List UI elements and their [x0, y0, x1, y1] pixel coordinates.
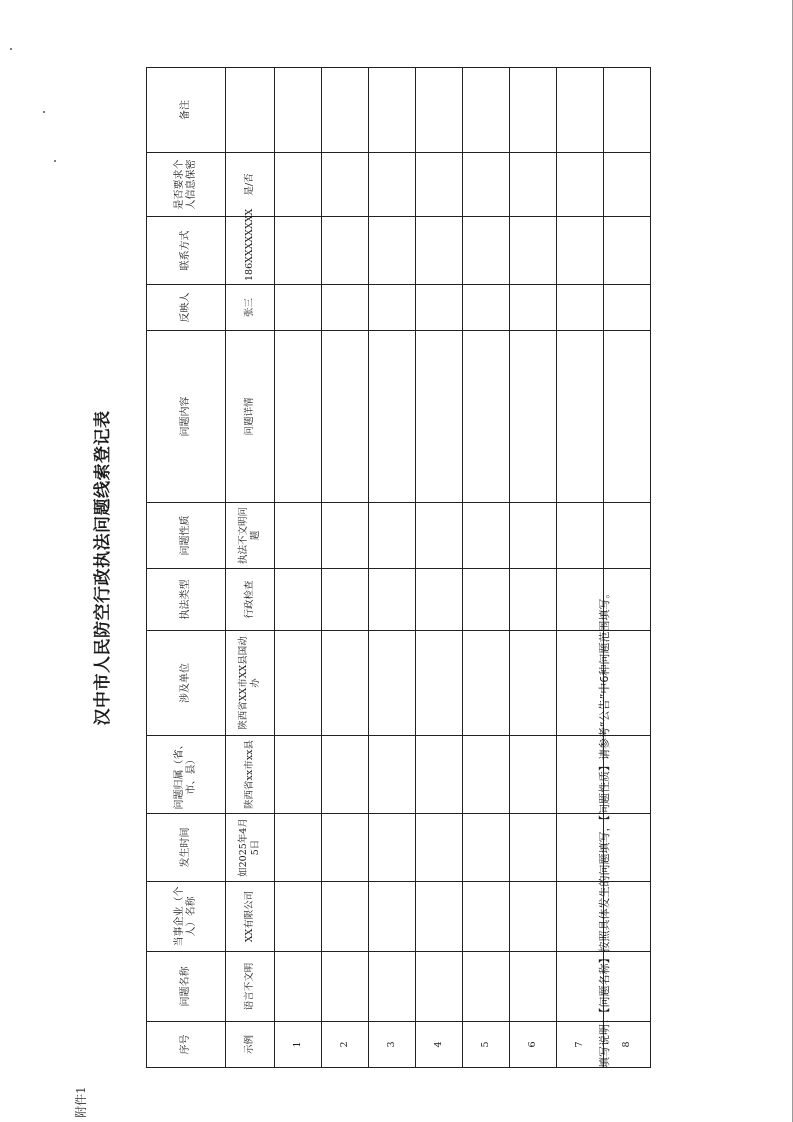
example-cell: 186XXXXXXXX — [226, 217, 275, 285]
row-number: 3 — [369, 1022, 416, 1068]
empty-cell[interactable] — [463, 882, 510, 952]
example-cell: 陕西省XX市XX县国动办 — [226, 631, 275, 736]
empty-cell[interactable] — [510, 217, 557, 285]
empty-cell[interactable] — [510, 814, 557, 882]
empty-cell[interactable] — [604, 153, 651, 217]
empty-cell[interactable] — [369, 217, 416, 285]
row-number: 6 — [510, 1022, 557, 1068]
empty-cell[interactable] — [416, 153, 463, 217]
empty-cell[interactable] — [275, 285, 322, 331]
empty-cell[interactable] — [604, 68, 651, 153]
empty-cell[interactable] — [604, 331, 651, 503]
empty-cell[interactable] — [557, 68, 604, 153]
example-cell: 执法不文明问题 — [226, 503, 275, 569]
page-title: 汉中市人民防空行政执法问题线索登记表 — [93, 410, 113, 726]
row-number: 5 — [463, 1022, 510, 1068]
empty-cell[interactable] — [416, 569, 463, 631]
empty-cell[interactable] — [416, 217, 463, 285]
fill-instructions: 填写说明：【问题名称】按照具体发生的问题填写，【问题性质】请参考“公告”中6种问题范围填写。 — [598, 587, 611, 1068]
empty-cell[interactable] — [416, 814, 463, 882]
header-occurrence-time: 发生时间 — [147, 814, 226, 882]
empty-cell[interactable] — [322, 631, 369, 736]
row-number: 1 — [275, 1022, 322, 1068]
empty-cell[interactable] — [322, 736, 369, 814]
empty-cell[interactable] — [510, 736, 557, 814]
empty-cell[interactable] — [416, 736, 463, 814]
empty-cell[interactable] — [369, 153, 416, 217]
empty-cell[interactable] — [275, 331, 322, 503]
empty-cell[interactable] — [322, 882, 369, 952]
header-reporter: 反映人 — [147, 285, 226, 331]
example-cell: 张三 — [226, 285, 275, 331]
empty-cell[interactable] — [369, 952, 416, 1022]
example-cell: 陕西省xx市xx县 — [226, 736, 275, 814]
empty-cell[interactable] — [369, 882, 416, 952]
row-number: 7 — [557, 1022, 604, 1068]
empty-cell[interactable] — [510, 503, 557, 569]
empty-cell[interactable] — [275, 631, 322, 736]
example-cell: 行政检查 — [226, 569, 275, 631]
empty-cell[interactable] — [416, 631, 463, 736]
empty-cell[interactable] — [463, 736, 510, 814]
empty-cell[interactable] — [557, 503, 604, 569]
header-serial-number: 序号 — [147, 1022, 226, 1068]
empty-cell[interactable] — [369, 569, 416, 631]
example-cell: XX有限公司 — [226, 882, 275, 952]
scan-speck — [10, 48, 12, 50]
example-cell — [226, 68, 275, 153]
empty-cell[interactable] — [510, 68, 557, 153]
empty-cell[interactable] — [322, 68, 369, 153]
row-number: 2 — [322, 1022, 369, 1068]
landscape-sheet — [74, 68, 633, 1118]
empty-cell[interactable] — [275, 68, 322, 153]
empty-cell[interactable] — [416, 285, 463, 331]
header-party-name: 当事企业（个人）名称 — [147, 882, 226, 952]
table-row — [463, 68, 510, 1068]
annex-label: 附件1 — [74, 1086, 88, 1118]
example-cell: 问题详情 — [226, 331, 275, 503]
empty-cell[interactable] — [463, 503, 510, 569]
empty-cell[interactable] — [275, 569, 322, 631]
empty-cell[interactable] — [322, 331, 369, 503]
empty-cell[interactable] — [369, 331, 416, 503]
empty-cell[interactable] — [604, 503, 651, 569]
empty-cell[interactable] — [369, 503, 416, 569]
example-cell: 示例 — [226, 1022, 275, 1068]
empty-cell[interactable] — [557, 331, 604, 503]
empty-cell[interactable] — [369, 736, 416, 814]
empty-cell[interactable] — [322, 217, 369, 285]
empty-cell[interactable] — [322, 285, 369, 331]
empty-cell[interactable] — [463, 952, 510, 1022]
empty-cell[interactable] — [463, 331, 510, 503]
empty-cell[interactable] — [463, 814, 510, 882]
header-confidentiality: 是否要求个人信息保密 — [147, 153, 226, 217]
empty-cell[interactable] — [322, 952, 369, 1022]
scan-speck — [43, 111, 45, 113]
empty-cell[interactable] — [604, 217, 651, 285]
empty-cell[interactable] — [557, 285, 604, 331]
empty-cell[interactable] — [275, 814, 322, 882]
table-row — [369, 68, 416, 1068]
empty-cell[interactable] — [510, 631, 557, 736]
empty-cell[interactable] — [510, 569, 557, 631]
empty-cell[interactable] — [369, 68, 416, 153]
example-cell: 语言不文明 — [226, 952, 275, 1022]
empty-cell[interactable] — [604, 285, 651, 331]
header-issue-content: 问题内容 — [147, 331, 226, 503]
empty-cell[interactable] — [463, 217, 510, 285]
header-jurisdiction: 问题归属（省、市、县） — [147, 736, 226, 814]
empty-cell[interactable] — [275, 503, 322, 569]
empty-cell[interactable] — [510, 952, 557, 1022]
empty-cell[interactable] — [510, 331, 557, 503]
empty-cell[interactable] — [510, 285, 557, 331]
header-enforcement-type: 执法类型 — [147, 569, 226, 631]
header-remarks: 备注 — [147, 68, 226, 153]
empty-cell[interactable] — [510, 882, 557, 952]
empty-cell[interactable] — [275, 217, 322, 285]
row-number: 8 — [604, 1022, 651, 1068]
header-involved-unit: 涉及单位 — [147, 631, 226, 736]
header-contact: 联系方式 — [147, 217, 226, 285]
empty-cell[interactable] — [275, 882, 322, 952]
record-table — [146, 67, 651, 1068]
empty-cell[interactable] — [322, 569, 369, 631]
empty-cell[interactable] — [275, 736, 322, 814]
empty-cell[interactable] — [322, 153, 369, 217]
empty-cell[interactable] — [275, 952, 322, 1022]
empty-cell[interactable] — [369, 285, 416, 331]
empty-cell[interactable] — [275, 153, 322, 217]
empty-cell[interactable] — [416, 952, 463, 1022]
empty-cell[interactable] — [463, 285, 510, 331]
header-issue-name: 问题名称 — [147, 952, 226, 1022]
table-row — [322, 68, 369, 1068]
example-row — [226, 68, 275, 1068]
table-header-row — [147, 68, 226, 1068]
scan-speck — [54, 160, 56, 162]
empty-cell[interactable] — [322, 814, 369, 882]
table-row — [416, 68, 463, 1068]
empty-cell[interactable] — [463, 631, 510, 736]
empty-cell[interactable] — [369, 814, 416, 882]
empty-cell[interactable] — [369, 631, 416, 736]
example-cell: 如2025年4月5日 — [226, 814, 275, 882]
table-row — [510, 68, 557, 1068]
empty-cell[interactable] — [322, 503, 369, 569]
empty-cell[interactable] — [416, 331, 463, 503]
row-number: 4 — [416, 1022, 463, 1068]
empty-cell[interactable] — [557, 217, 604, 285]
header-issue-nature: 问题性质 — [147, 503, 226, 569]
empty-cell[interactable] — [510, 153, 557, 217]
empty-cell[interactable] — [416, 68, 463, 153]
empty-cell[interactable] — [416, 882, 463, 952]
empty-cell[interactable] — [416, 503, 463, 569]
empty-cell[interactable] — [463, 153, 510, 217]
empty-cell[interactable] — [463, 569, 510, 631]
table-row — [275, 68, 322, 1068]
empty-cell[interactable] — [557, 153, 604, 217]
example-cell: 是/否 — [226, 153, 275, 217]
empty-cell[interactable] — [463, 68, 510, 153]
